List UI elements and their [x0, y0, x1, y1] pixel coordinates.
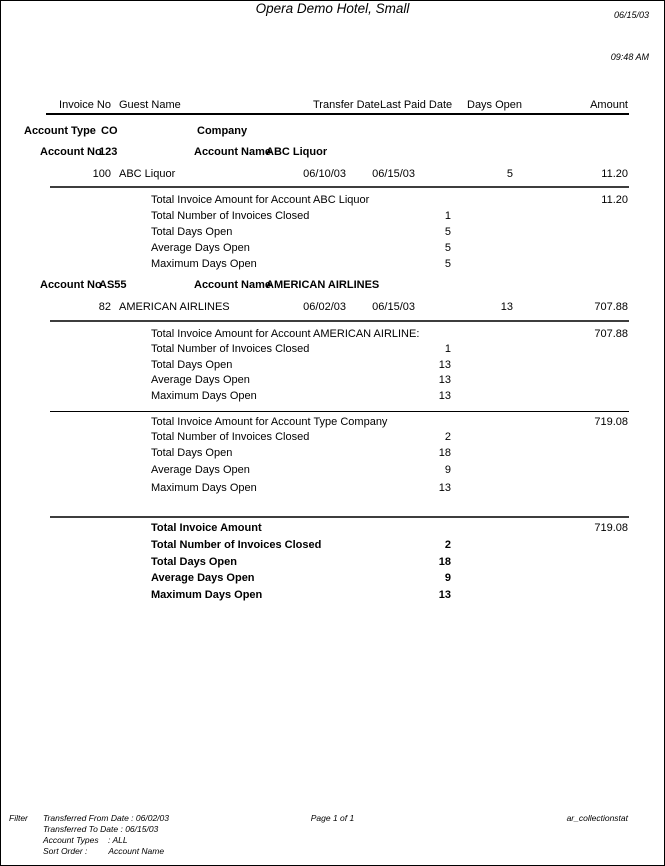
stat-value: 1 [444, 210, 451, 222]
stat-label: Total Number of Invoices Closed [151, 539, 322, 551]
filter-line: Transferred To Date : 06/15/03 [43, 824, 159, 834]
grand-total-amount-value: 719.08 [594, 522, 628, 534]
account-type-name: Company [197, 125, 248, 137]
account-name-label: Account Name [194, 279, 272, 291]
stat-value: 13 [438, 390, 451, 402]
stat-value: 1 [444, 343, 451, 355]
stat-label: Total Days Open [151, 447, 233, 459]
stat-label: Total Days Open [151, 359, 233, 371]
days-open-cell: 5 [506, 168, 513, 180]
stat-label: Maximum Days Open [151, 482, 257, 494]
col-header-last-paid-date: Last Paid Date [380, 99, 453, 111]
report-id: ar_collectionstat [566, 813, 628, 823]
account-no-label: Account No [40, 279, 102, 291]
report-date: 06/15/03 [613, 10, 649, 20]
stat-label: Total Number of Invoices Closed [151, 431, 310, 443]
page-number: Page 1 of 1 [310, 813, 355, 823]
separator-line [50, 186, 629, 188]
account-total-amount-label: Total Invoice Amount for Account ABC Liquor [151, 194, 370, 206]
stat-value: 9 [444, 572, 451, 584]
guest-name-cell: AMERICAN AIRLINES [119, 301, 230, 313]
invoice-no-cell: 100 [92, 168, 111, 180]
report-title: Opera Demo Hotel, Small [255, 1, 410, 16]
stat-label: Total Days Open [151, 556, 237, 568]
transfer-date-cell: 06/02/03 [303, 301, 346, 313]
stat-value: 2 [444, 539, 451, 551]
col-header-invoice-no: Invoice No [59, 99, 111, 111]
amount-cell: 11.20 [601, 168, 628, 180]
guest-name-cell: ABC Liquor [119, 168, 176, 180]
col-header-guest-name: Guest Name [119, 99, 181, 111]
filter-line: Transferred From Date : 06/02/03 [43, 813, 169, 823]
col-header-amount: Amount [590, 99, 628, 111]
stat-value: 13 [438, 374, 451, 386]
stat-value: 2 [444, 431, 451, 443]
transfer-date-cell: 06/10/03 [303, 168, 346, 180]
account-no-value: AS55 [99, 279, 127, 291]
invoice-no-cell: 82 [98, 301, 111, 313]
col-header-transfer-date: Transfer Date [313, 99, 380, 111]
account-name-value: AMERICAN AIRLINES [266, 279, 380, 291]
account-total-amount-label: Total Invoice Amount for Account AMERICAN AIRLINE: [151, 328, 420, 340]
type-total-amount-label: Total Invoice Amount for Account Type Company [151, 416, 388, 428]
grand-total-amount-label: Total Invoice Amount [151, 522, 262, 534]
amount-cell: 707.88 [594, 301, 628, 313]
stat-label: Average Days Open [151, 374, 250, 386]
stat-label: Total Number of Invoices Closed [151, 343, 310, 355]
type-total-amount-value: 719.08 [594, 416, 628, 428]
stat-value: 5 [444, 226, 451, 238]
report-time: 09:48 AM [610, 52, 649, 62]
account-type-label: Account Type [24, 125, 96, 137]
account-total-amount-value: 11.20 [601, 194, 628, 206]
account-name-value: ABC Liquor [266, 146, 328, 158]
account-no-label: Account No [40, 146, 102, 158]
stat-value: 13 [438, 482, 451, 494]
account-name-label: Account Name [194, 146, 272, 158]
last-paid-date-cell: 06/15/03 [372, 301, 415, 313]
stat-value: 18 [438, 556, 451, 568]
stat-label: Average Days Open [151, 464, 250, 476]
header-rule [46, 113, 629, 115]
account-total-amount-value: 707.88 [594, 328, 628, 340]
stat-value: 13 [438, 589, 451, 601]
stat-value: 18 [438, 447, 451, 459]
stat-label: Maximum Days Open [151, 390, 257, 402]
stat-value: 5 [444, 242, 451, 254]
filter-label: Filter [9, 813, 28, 823]
last-paid-date-cell: 06/15/03 [372, 168, 415, 180]
filter-line: Account Types : ALL [43, 835, 128, 845]
grand-total-rule [50, 516, 629, 518]
stat-value: 5 [444, 258, 451, 270]
section-rule [50, 411, 629, 412]
account-no-value: 123 [99, 146, 118, 158]
stat-value: 9 [444, 464, 451, 476]
stat-label: Average Days Open [151, 572, 255, 584]
separator-line [50, 320, 629, 322]
days-open-cell: 13 [500, 301, 513, 313]
stat-label: Total Days Open [151, 226, 233, 238]
col-header-days-open: Days Open [467, 99, 523, 111]
stat-value: 13 [438, 359, 451, 371]
account-type-code: CO [101, 125, 118, 137]
filter-line: Sort Order : Account Name [43, 846, 165, 856]
stat-label: Maximum Days Open [151, 589, 263, 601]
stat-label: Total Number of Invoices Closed [151, 210, 310, 222]
stat-label: Maximum Days Open [151, 258, 257, 270]
stat-label: Average Days Open [151, 242, 250, 254]
